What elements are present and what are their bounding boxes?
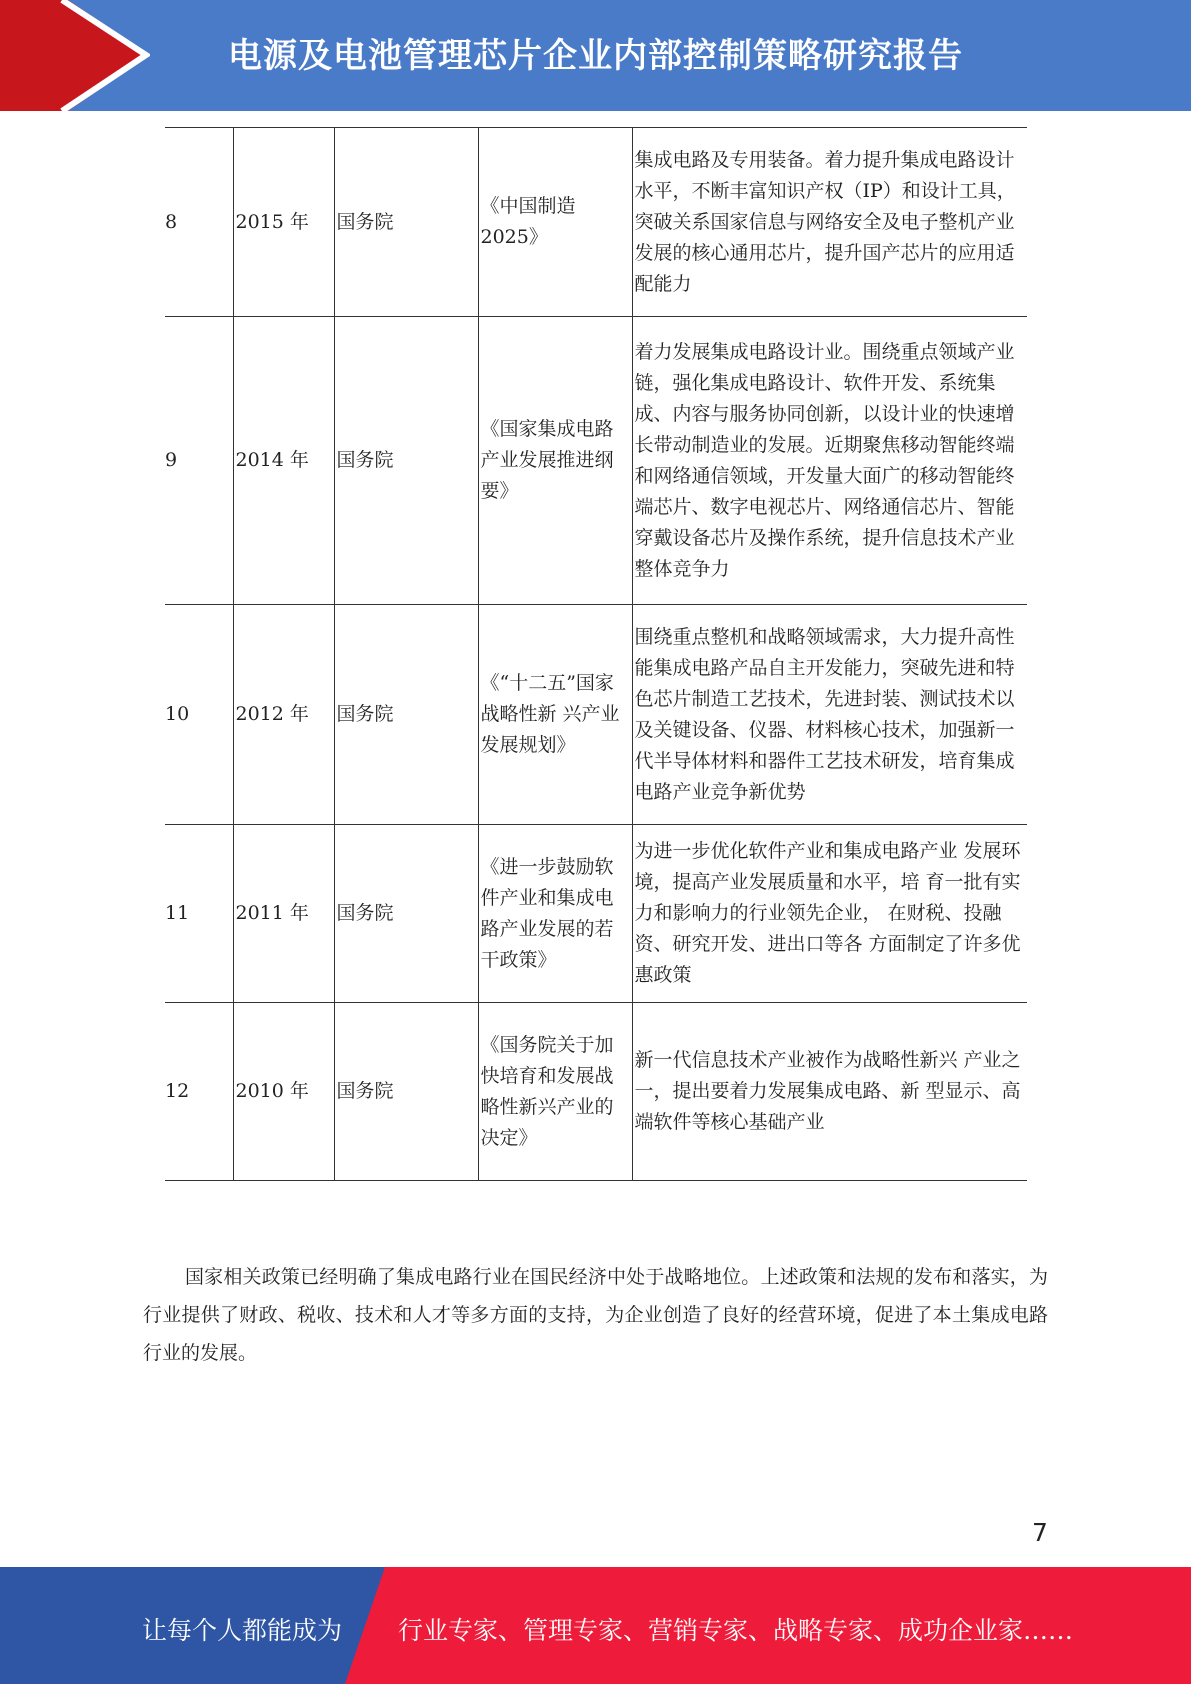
row-number: 12 xyxy=(165,1003,233,1181)
row-description: 新一代信息技术产业被作为战略性新兴 产业之一，提出要着力发展集成电路、新 型显示、高端软件等核心基础产业 xyxy=(632,1003,1027,1181)
row-issuer: 国务院 xyxy=(334,825,478,1003)
row-number: 11 xyxy=(165,825,233,1003)
table-row xyxy=(165,128,1027,317)
row-document: 《国家集成电路产业发展推进纲要》 xyxy=(478,317,632,605)
row-issuer: 国务院 xyxy=(334,128,478,317)
row-year: 2012 年 xyxy=(233,605,334,825)
footer-slogan-right: 行业专家、管理专家、营销专家、战略专家、成功企业家…… xyxy=(398,1616,1074,1645)
row-document: 《中国制造 2025》 xyxy=(478,128,632,317)
summary-paragraph: 国家相关政策已经明确了集成电路行业在国民经济中处于战略地位。上述政策和法规的发布和落实，为行业提供了财政、税收、技术和人才等多方面的支持，为企业创造了良好的经营环境，促进了本土集成电路行业的发展。 xyxy=(143,1266,1048,1364)
table-row xyxy=(165,317,1027,605)
row-year: 2010 年 xyxy=(233,1003,334,1181)
row-issuer: 国务院 xyxy=(334,317,478,605)
row-year: 2014 年 xyxy=(233,317,334,605)
header-banner xyxy=(0,0,1191,111)
row-number: 8 xyxy=(165,128,233,317)
page-title: 电源及电池管理芯片企业内部控制策略研究报告 xyxy=(228,36,963,76)
row-issuer: 国务院 xyxy=(334,1003,478,1181)
row-document: 《“十二五”国家战略性新 兴产业发展规划》 xyxy=(478,605,632,825)
row-description: 围绕重点整机和战略领域需求，大力提升高性能集成电路产品自主开发能力，突破先进和特色芯片制造工艺技术，先进封装、测试技术以及关键设备、仪器、材料核心技术，加强新一代半导体材料和器件工艺技术研发，培育集成电路产业竞争新优势 xyxy=(632,605,1027,825)
header-arrow-decoration xyxy=(0,0,150,111)
row-document: 《国务院关于加快培育和发展战略性新兴产业的决定》 xyxy=(478,1003,632,1181)
footer-banner xyxy=(0,1567,1191,1684)
row-description: 集成电路及专用装备。着力提升集成电路设计水平，不断丰富知识产权（IP）和设计工具，突破关系国家信息与网络安全及电子整机产业发展的核心通用芯片，提升国产芯片的应用适配能力 xyxy=(632,128,1027,317)
row-number: 9 xyxy=(165,317,233,605)
policy-table xyxy=(165,127,1027,1181)
table-row xyxy=(165,825,1027,1003)
table-row xyxy=(165,1003,1027,1181)
row-description: 为进一步优化软件产业和集成电路产业 发展环境，提高产业发展质量和水平，培 育一批有实力和影响力的行业领先企业， 在财税、投融资、研究开发、进出口等各 方面制定了许多优惠政策 xyxy=(632,825,1027,1003)
row-number: 10 xyxy=(165,605,233,825)
page-number: 7 xyxy=(1032,1518,1048,1547)
row-year: 2011 年 xyxy=(233,825,334,1003)
table-row xyxy=(165,605,1027,825)
footer-slogan-left: 让每个人都能成为 xyxy=(142,1616,343,1645)
row-year: 2015 年 xyxy=(233,128,334,317)
row-description: 着力发展集成电路设计业。围绕重点领域产业链，强化集成电路设计、软件开发、系统集成、内容与服务协同创新，以设计业的快速增长带动制造业的发展。近期聚焦移动智能终端和网络通信领域，开发量大面广的移动智能终端芯片、数字电视芯片、网络通信芯片、智能穿戴设备芯片及操作系统，提升信息技术产业整体竞争力 xyxy=(632,317,1027,605)
row-document: 《进一步鼓励软件产业和集成电路产业发展的若干政策》 xyxy=(478,825,632,1003)
row-issuer: 国务院 xyxy=(334,605,478,825)
